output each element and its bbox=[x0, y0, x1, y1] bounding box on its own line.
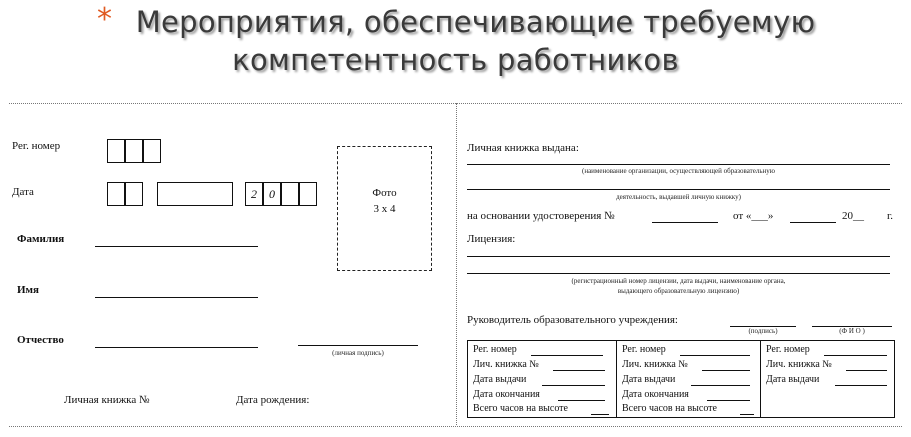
table-fill-line bbox=[835, 385, 887, 386]
table-fill-line bbox=[691, 385, 750, 386]
org-line-2 bbox=[467, 189, 890, 190]
head-label: Руководитель образовательного учреждения: bbox=[467, 314, 678, 326]
reg-number-cell bbox=[143, 139, 161, 163]
table-fill-line bbox=[591, 414, 609, 415]
table-cell: Дата окончания bbox=[622, 389, 689, 400]
table-fill-line bbox=[707, 400, 750, 401]
table-fill-line bbox=[680, 355, 750, 356]
table-cell: Рег. номер bbox=[473, 344, 517, 355]
org-caption-2: деятельность, выдавшей личную книжку) bbox=[616, 193, 741, 201]
year-suffix: г. bbox=[887, 210, 894, 222]
table-cell: Рег. номер bbox=[622, 344, 666, 355]
table-fill-line bbox=[702, 370, 750, 371]
last-name-line bbox=[95, 246, 258, 247]
license-caption-2: выдающего образовательную лицензию) bbox=[617, 287, 740, 295]
bullet-star-icon: * bbox=[97, 2, 112, 37]
certificate-number-line bbox=[652, 222, 718, 223]
table-column bbox=[760, 341, 894, 417]
table-cell: Дата выдачи bbox=[473, 374, 527, 385]
slide-title bbox=[0, 2, 911, 86]
table-fill-line bbox=[542, 385, 605, 386]
photo-size-label: 3 х 4 bbox=[373, 203, 396, 215]
reg-number-label: Рег. номер bbox=[12, 140, 61, 152]
table-fill-line bbox=[740, 414, 754, 415]
license-caption-1: (регистрационный номер лицензии, дата выдачи, наименование органа, bbox=[571, 277, 786, 285]
basis-label: на основании удостоверения № bbox=[467, 210, 615, 222]
date-month-box bbox=[157, 182, 233, 206]
table-cell: Рег. номер bbox=[766, 344, 810, 355]
last-name-label: Фамилия bbox=[17, 233, 65, 245]
license-label: Лицензия: bbox=[467, 233, 516, 245]
date-year-cell bbox=[281, 182, 299, 206]
table-cell: Лич. книжка № bbox=[473, 359, 539, 370]
table-column bbox=[616, 341, 760, 417]
patronymic-label: Отчество bbox=[17, 334, 64, 346]
table-cell: Дата выдачи bbox=[766, 374, 820, 385]
date-year-cell: 0 bbox=[263, 182, 281, 206]
year-prefix: 20__ bbox=[842, 210, 864, 222]
org-caption-1: (наименование организации, осуществляющей образовательную bbox=[582, 167, 775, 175]
title-line-1: Мероприятия, обеспечивающие требуемую bbox=[135, 5, 816, 39]
head-fio-caption: (Ф И О ) bbox=[839, 327, 865, 335]
table-column bbox=[468, 341, 616, 417]
table-fill-line bbox=[558, 400, 605, 401]
form-fold-divider bbox=[456, 103, 457, 425]
license-line-1 bbox=[467, 256, 890, 257]
from-date-label: от «___» bbox=[733, 210, 774, 222]
first-name-label: Имя bbox=[17, 284, 39, 296]
table-fill-line bbox=[824, 355, 887, 356]
license-line-2 bbox=[467, 273, 890, 274]
title-line-2: компетентность работников bbox=[232, 43, 679, 77]
table-cell: Лич. книжка № bbox=[766, 359, 832, 370]
reg-number-cell bbox=[107, 139, 125, 163]
month-line bbox=[790, 222, 836, 223]
signature-line bbox=[298, 345, 418, 346]
signature-caption: (личная подпись) bbox=[332, 349, 384, 357]
table-fill-line bbox=[846, 370, 887, 371]
org-line-1 bbox=[467, 164, 890, 165]
photo-placeholder bbox=[337, 146, 432, 271]
book-number-label: Личная книжка № bbox=[64, 394, 150, 406]
date-day-cell bbox=[125, 182, 143, 206]
date-day-cell bbox=[107, 182, 125, 206]
date-label: Дата bbox=[12, 186, 34, 198]
head-signature-caption: (подпись) bbox=[748, 327, 778, 335]
first-name-line bbox=[95, 297, 258, 298]
registration-table bbox=[467, 340, 895, 418]
issued-label: Личная книжка выдана: bbox=[467, 142, 579, 154]
patronymic-line bbox=[95, 347, 258, 348]
table-cell: Дата выдачи bbox=[622, 374, 676, 385]
table-cell: Дата окончания bbox=[473, 389, 540, 400]
date-year-cell: 2 bbox=[245, 182, 263, 206]
table-fill-line bbox=[553, 370, 605, 371]
table-fill-line bbox=[531, 355, 603, 356]
table-cell: Всего часов на высоте bbox=[473, 403, 568, 414]
birth-date-label: Дата рождения: bbox=[236, 394, 310, 406]
date-year-cell bbox=[299, 182, 317, 206]
reg-number-cell bbox=[125, 139, 143, 163]
table-cell: Лич. книжка № bbox=[622, 359, 688, 370]
photo-label: Фото bbox=[372, 187, 397, 199]
table-cell: Всего часов на высоте bbox=[622, 403, 717, 414]
